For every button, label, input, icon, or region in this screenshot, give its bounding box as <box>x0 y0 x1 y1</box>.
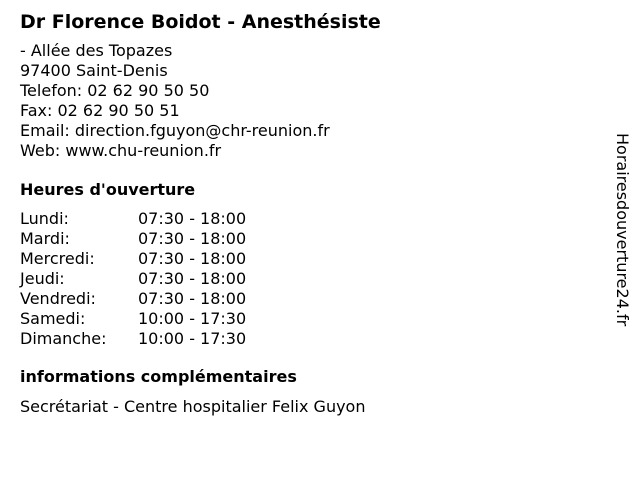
time-range: 07:30 - 18:00 <box>138 289 247 308</box>
opening-hours-heading: Heures d'ouverture <box>20 180 196 199</box>
day-label: Lundi: <box>20 209 69 228</box>
opening-hours-table <box>20 209 600 349</box>
day-label: Samedi: <box>20 309 86 328</box>
email-address: Email: direction.fguyon@chr-reunion.fr <box>20 121 330 140</box>
hours-row-tuesday <box>20 229 600 249</box>
time-range: 10:00 - 17:30 <box>138 309 247 328</box>
hours-row-friday <box>20 289 600 309</box>
time-range: 07:30 - 18:00 <box>138 249 247 268</box>
time-range: 10:00 - 17:30 <box>138 329 247 348</box>
hours-row-sunday <box>20 329 600 349</box>
website: Web: www.chu-reunion.fr <box>20 141 222 160</box>
hours-row-saturday <box>20 309 600 329</box>
address-block <box>20 41 600 161</box>
phone-number: Telefon: 02 62 90 50 50 <box>20 81 210 100</box>
time-range: 07:30 - 18:00 <box>138 229 247 248</box>
day-label: Dimanche: <box>20 329 107 348</box>
hours-row-thursday <box>20 269 600 289</box>
site-brand-watermark <box>612 133 632 373</box>
city-postcode: 97400 Saint-Denis <box>20 61 168 80</box>
hours-row-monday <box>20 209 600 229</box>
day-label: Vendredi: <box>20 289 96 308</box>
page-title: Dr Florence Boidot - Anesthésiste <box>20 11 381 33</box>
day-label: Jeudi: <box>20 269 65 288</box>
site-brand-label: Horairesdouverture24.fr <box>613 133 632 327</box>
time-range: 07:30 - 18:00 <box>138 269 247 288</box>
additional-info-heading: informations complémentaires <box>20 367 297 386</box>
day-label: Mercredi: <box>20 249 95 268</box>
street-address: - Allée des Topazes <box>20 41 173 60</box>
fax-number: Fax: 02 62 90 50 51 <box>20 101 180 120</box>
time-range: 07:30 - 18:00 <box>138 209 247 228</box>
doctor-info-card <box>20 10 600 417</box>
hours-row-wednesday <box>20 249 600 269</box>
additional-info-text: Secrétariat - Centre hospitalier Felix Guyon <box>20 397 366 416</box>
day-label: Mardi: <box>20 229 70 248</box>
